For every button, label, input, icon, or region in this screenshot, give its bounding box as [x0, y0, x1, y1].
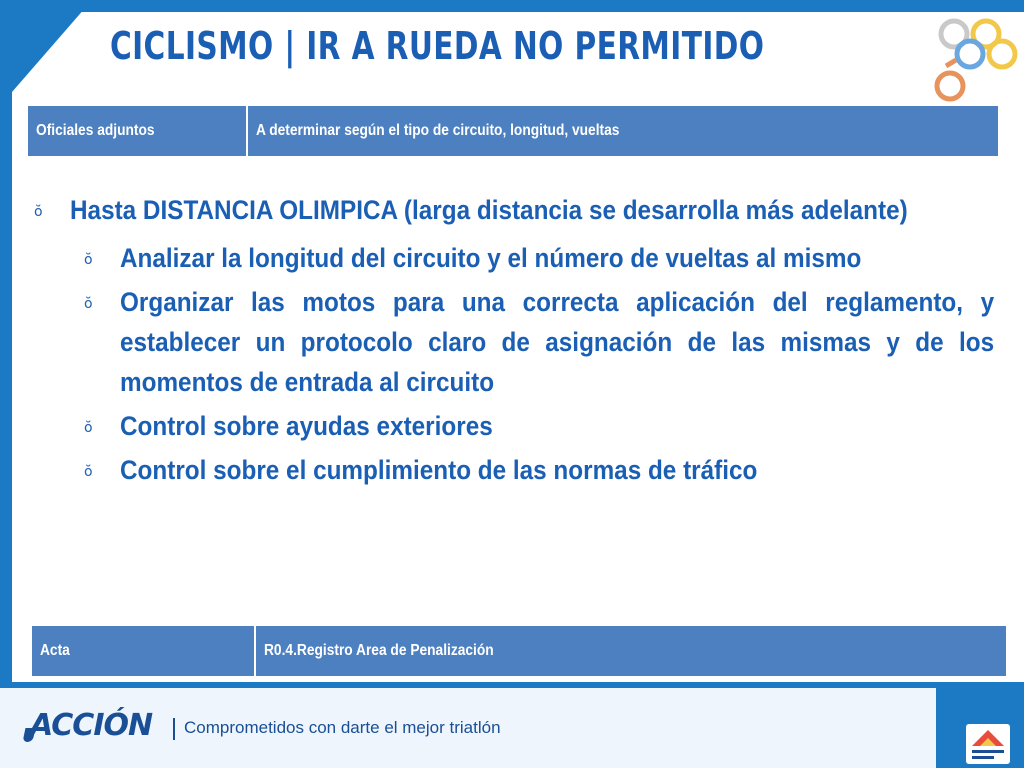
footer-separator — [173, 718, 175, 740]
frame-top — [0, 0, 1024, 12]
bullet-marker-icon: ŏ — [84, 420, 93, 436]
federation-logo-icon — [966, 724, 1010, 764]
officials-table — [26, 104, 1000, 158]
olympic-rings-logo-icon — [924, 14, 1020, 106]
officials-value: A determinar según el tipo de circuito, longitud, vueltas — [256, 122, 620, 139]
footer-line — [0, 682, 940, 688]
bullet-text: Analizar la longitud del circuito y el número de vueltas al mismo — [120, 243, 862, 273]
list-item — [30, 450, 995, 490]
list-item — [30, 406, 995, 446]
frame-left — [0, 0, 12, 768]
officials-value-cell — [247, 105, 999, 157]
footer-band — [0, 684, 1024, 768]
frame-corner-diagonal — [12, 0, 92, 92]
acta-value-cell — [255, 625, 1007, 677]
list-item — [30, 238, 995, 278]
bullet-marker-icon: ŏ — [84, 464, 93, 480]
officials-label-cell — [27, 105, 247, 157]
bullet-text: Control sobre ayudas exteriores — [120, 411, 493, 441]
page-title: CICLISMO | IR A RUEDA NO PERMITIDO — [110, 24, 765, 68]
bullet-list — [30, 190, 995, 494]
officials-label: Oficiales adjuntos — [36, 122, 155, 139]
bullet-text: Hasta DISTANCIA OLIMPICA (larga distancia se desarrolla más adelante) — [70, 195, 908, 225]
bullet-text: Organizar las motos para una correcta aplicación del reglamento, y establecer un protocolo claro de asignación de las mismas y de los momentos de entrada al circuito — [120, 287, 995, 397]
acta-label: Acta — [40, 642, 70, 659]
acta-value: R0.4.Registro Area de Penalización — [264, 642, 494, 659]
bullet-marker-icon: ŏ — [34, 204, 43, 220]
acta-label-cell — [31, 625, 255, 677]
list-item — [30, 282, 995, 402]
bullet-text: Control sobre el cumplimiento de las normas de tráfico — [120, 455, 758, 485]
bullet-marker-icon: ŏ — [84, 252, 93, 268]
bullet-marker-icon: ŏ — [84, 296, 93, 312]
footer-slogan: Comprometidos con darte el mejor triatlón — [184, 718, 501, 737]
acta-table — [30, 624, 1008, 678]
list-item — [30, 190, 995, 230]
brand-logo: ACCIÓN — [30, 708, 153, 743]
